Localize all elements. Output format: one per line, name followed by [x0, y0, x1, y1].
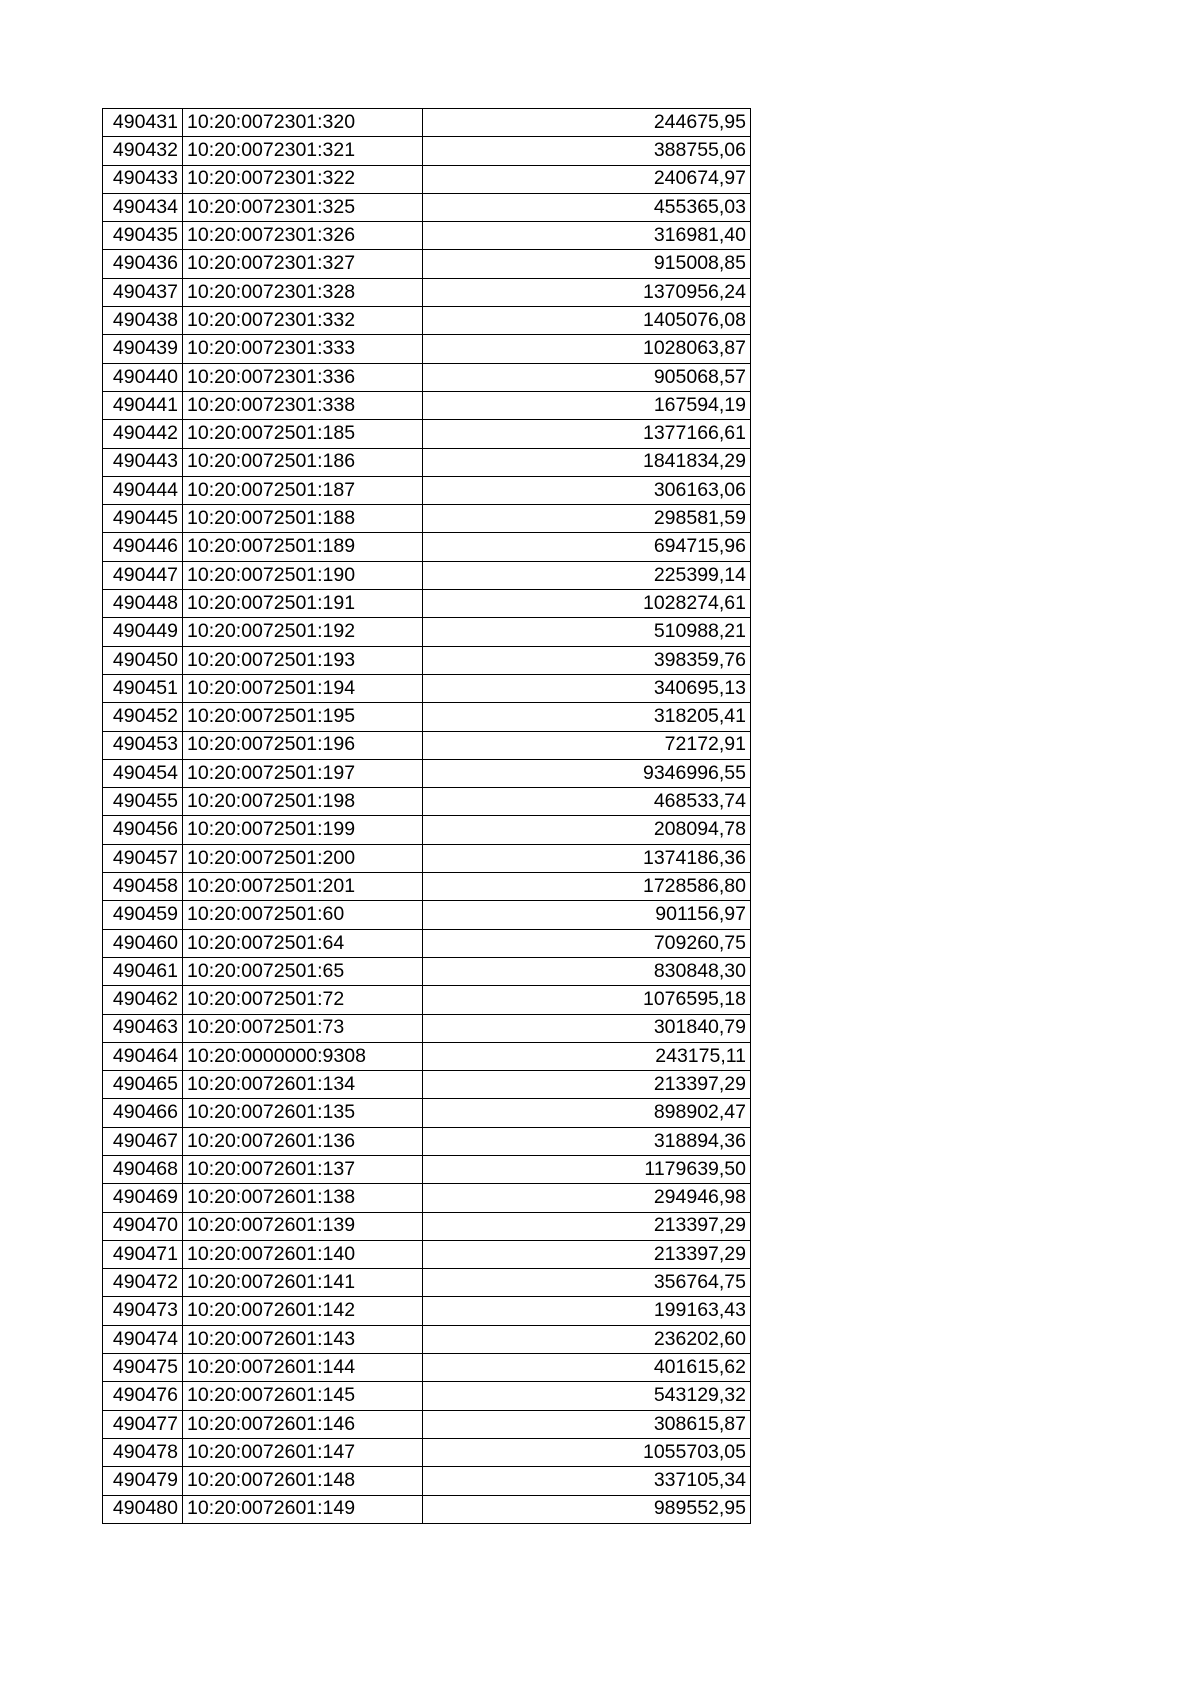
table-body — [103, 109, 751, 1524]
cadastral-number-cell: 10:20:0072301:327 — [183, 250, 423, 278]
value-cell: 543129,32 — [423, 1382, 751, 1410]
cadastral-number-cell: 10:20:0072601:136 — [183, 1127, 423, 1155]
row-number-cell: 490474 — [103, 1325, 183, 1353]
row-number-cell: 490457 — [103, 844, 183, 872]
cadastral-number-cell: 10:20:0072501:65 — [183, 957, 423, 985]
cadastral-number-cell: 10:20:0072301:320 — [183, 109, 423, 137]
cadastral-number-cell: 10:20:0072501:198 — [183, 788, 423, 816]
table-row — [103, 222, 751, 250]
value-cell: 401615,62 — [423, 1354, 751, 1382]
row-number-cell: 490449 — [103, 618, 183, 646]
value-cell: 989552,95 — [423, 1495, 751, 1523]
row-number-cell: 490462 — [103, 986, 183, 1014]
table-row — [103, 1212, 751, 1240]
cadastral-number-cell: 10:20:0072301:328 — [183, 278, 423, 306]
value-cell: 468533,74 — [423, 788, 751, 816]
cadastral-number-cell: 10:20:0072501:187 — [183, 476, 423, 504]
value-cell: 318894,36 — [423, 1127, 751, 1155]
value-cell: 301840,79 — [423, 1014, 751, 1042]
value-cell: 388755,06 — [423, 137, 751, 165]
row-number-cell: 490435 — [103, 222, 183, 250]
cadastral-number-cell: 10:20:0072501:193 — [183, 646, 423, 674]
value-cell: 199163,43 — [423, 1297, 751, 1325]
table-row — [103, 788, 751, 816]
value-cell: 1377166,61 — [423, 420, 751, 448]
row-number-cell: 490432 — [103, 137, 183, 165]
row-number-cell: 490473 — [103, 1297, 183, 1325]
value-cell: 167594,19 — [423, 391, 751, 419]
cadastral-number-cell: 10:20:0072301:322 — [183, 165, 423, 193]
cadastral-number-cell: 10:20:0072601:135 — [183, 1099, 423, 1127]
cadastral-number-cell: 10:20:0072601:139 — [183, 1212, 423, 1240]
cadastral-number-cell: 10:20:0072301:332 — [183, 307, 423, 335]
table-row — [103, 1042, 751, 1070]
row-number-cell: 490441 — [103, 391, 183, 419]
row-number-cell: 490472 — [103, 1269, 183, 1297]
value-cell: 337105,34 — [423, 1467, 751, 1495]
row-number-cell: 490445 — [103, 505, 183, 533]
cadastral-number-cell: 10:20:0072501:72 — [183, 986, 423, 1014]
row-number-cell: 490452 — [103, 703, 183, 731]
row-number-cell: 490440 — [103, 363, 183, 391]
value-cell: 1028063,87 — [423, 335, 751, 363]
table-row — [103, 1467, 751, 1495]
table-row — [103, 674, 751, 702]
table-row — [103, 1184, 751, 1212]
table-row — [103, 731, 751, 759]
table-row — [103, 759, 751, 787]
row-number-cell: 490447 — [103, 561, 183, 589]
table-row — [103, 1382, 751, 1410]
row-number-cell: 490456 — [103, 816, 183, 844]
table-row — [103, 1240, 751, 1268]
value-cell: 9346996,55 — [423, 759, 751, 787]
row-number-cell: 490446 — [103, 533, 183, 561]
value-cell: 830848,30 — [423, 957, 751, 985]
table-row — [103, 363, 751, 391]
cadastral-number-cell: 10:20:0072601:148 — [183, 1467, 423, 1495]
value-cell: 72172,91 — [423, 731, 751, 759]
value-cell: 225399,14 — [423, 561, 751, 589]
row-number-cell: 490465 — [103, 1071, 183, 1099]
table-row — [103, 278, 751, 306]
cadastral-number-cell: 10:20:0072501:194 — [183, 674, 423, 702]
table-row — [103, 844, 751, 872]
cadastral-number-cell: 10:20:0072601:143 — [183, 1325, 423, 1353]
value-cell: 316981,40 — [423, 222, 751, 250]
cadastral-number-cell: 10:20:0072301:321 — [183, 137, 423, 165]
cadastral-number-cell: 10:20:0072501:64 — [183, 929, 423, 957]
cadastral-number-cell: 10:20:0072301:338 — [183, 391, 423, 419]
row-number-cell: 490467 — [103, 1127, 183, 1155]
table-row — [103, 505, 751, 533]
table-row — [103, 165, 751, 193]
cadastral-number-cell: 10:20:0000000:9308 — [183, 1042, 423, 1070]
cadastral-number-cell: 10:20:0072501:188 — [183, 505, 423, 533]
table-row — [103, 1325, 751, 1353]
cadastral-number-cell: 10:20:0072501:190 — [183, 561, 423, 589]
table-row — [103, 590, 751, 618]
row-number-cell: 490458 — [103, 873, 183, 901]
table-row — [103, 335, 751, 363]
table-row — [103, 1297, 751, 1325]
table-row — [103, 986, 751, 1014]
table-row — [103, 1099, 751, 1127]
table-row — [103, 1014, 751, 1042]
row-number-cell: 490455 — [103, 788, 183, 816]
row-number-cell: 490431 — [103, 109, 183, 137]
table-row — [103, 646, 751, 674]
table-row — [103, 109, 751, 137]
row-number-cell: 490463 — [103, 1014, 183, 1042]
cadastral-number-cell: 10:20:0072601:138 — [183, 1184, 423, 1212]
cadastral-number-cell: 10:20:0072501:200 — [183, 844, 423, 872]
cadastral-number-cell: 10:20:0072301:333 — [183, 335, 423, 363]
table-row — [103, 307, 751, 335]
value-cell: 915008,85 — [423, 250, 751, 278]
table-row — [103, 420, 751, 448]
row-number-cell: 490439 — [103, 335, 183, 363]
row-number-cell: 490471 — [103, 1240, 183, 1268]
row-number-cell: 490469 — [103, 1184, 183, 1212]
value-cell: 905068,57 — [423, 363, 751, 391]
value-cell: 398359,76 — [423, 646, 751, 674]
table-row — [103, 1438, 751, 1466]
row-number-cell: 490470 — [103, 1212, 183, 1240]
value-cell: 236202,60 — [423, 1325, 751, 1353]
table-row — [103, 703, 751, 731]
row-number-cell: 490448 — [103, 590, 183, 618]
value-cell: 1728586,80 — [423, 873, 751, 901]
row-number-cell: 490460 — [103, 929, 183, 957]
cadastral-number-cell: 10:20:0072501:185 — [183, 420, 423, 448]
value-cell: 1179639,50 — [423, 1155, 751, 1183]
row-number-cell: 490433 — [103, 165, 183, 193]
row-number-cell: 490479 — [103, 1467, 183, 1495]
table-row — [103, 533, 751, 561]
table-row — [103, 1071, 751, 1099]
table-row — [103, 816, 751, 844]
row-number-cell: 490450 — [103, 646, 183, 674]
row-number-cell: 490461 — [103, 957, 183, 985]
value-cell: 213397,29 — [423, 1212, 751, 1240]
table-row — [103, 873, 751, 901]
table-row — [103, 929, 751, 957]
value-cell: 1370956,24 — [423, 278, 751, 306]
row-number-cell: 490443 — [103, 448, 183, 476]
row-number-cell: 490454 — [103, 759, 183, 787]
value-cell: 244675,95 — [423, 109, 751, 137]
table-row — [103, 1495, 751, 1523]
cadastral-number-cell: 10:20:0072601:137 — [183, 1155, 423, 1183]
value-cell: 694715,96 — [423, 533, 751, 561]
value-cell: 709260,75 — [423, 929, 751, 957]
table-row — [103, 957, 751, 985]
value-cell: 1374186,36 — [423, 844, 751, 872]
table-row — [103, 618, 751, 646]
row-number-cell: 490466 — [103, 1099, 183, 1127]
value-cell: 455365,03 — [423, 193, 751, 221]
table-row — [103, 561, 751, 589]
cadastral-number-cell: 10:20:0072501:192 — [183, 618, 423, 646]
cadastral-number-cell: 10:20:0072601:149 — [183, 1495, 423, 1523]
value-cell: 318205,41 — [423, 703, 751, 731]
value-cell: 898902,47 — [423, 1099, 751, 1127]
row-number-cell: 490468 — [103, 1155, 183, 1183]
table-row — [103, 250, 751, 278]
value-cell: 901156,97 — [423, 901, 751, 929]
table-row — [103, 476, 751, 504]
cadastral-value-table — [102, 108, 751, 1524]
row-number-cell: 490459 — [103, 901, 183, 929]
cadastral-number-cell: 10:20:0072501:201 — [183, 873, 423, 901]
row-number-cell: 490436 — [103, 250, 183, 278]
value-cell: 1028274,61 — [423, 590, 751, 618]
cadastral-number-cell: 10:20:0072601:145 — [183, 1382, 423, 1410]
cadastral-number-cell: 10:20:0072501:186 — [183, 448, 423, 476]
row-number-cell: 490444 — [103, 476, 183, 504]
row-number-cell: 490451 — [103, 674, 183, 702]
value-cell: 510988,21 — [423, 618, 751, 646]
table-row — [103, 1127, 751, 1155]
value-cell: 1055703,05 — [423, 1438, 751, 1466]
value-cell: 340695,13 — [423, 674, 751, 702]
cadastral-number-cell: 10:20:0072501:73 — [183, 1014, 423, 1042]
cadastral-number-cell: 10:20:0072301:325 — [183, 193, 423, 221]
value-cell: 213397,29 — [423, 1240, 751, 1268]
value-cell: 294946,98 — [423, 1184, 751, 1212]
row-number-cell: 490480 — [103, 1495, 183, 1523]
cadastral-number-cell: 10:20:0072501:197 — [183, 759, 423, 787]
value-cell: 243175,11 — [423, 1042, 751, 1070]
cadastral-number-cell: 10:20:0072301:336 — [183, 363, 423, 391]
table-row — [103, 1269, 751, 1297]
cadastral-number-cell: 10:20:0072501:196 — [183, 731, 423, 759]
cadastral-number-cell: 10:20:0072501:195 — [183, 703, 423, 731]
cadastral-number-cell: 10:20:0072601:147 — [183, 1438, 423, 1466]
table-row — [103, 448, 751, 476]
value-cell: 356764,75 — [423, 1269, 751, 1297]
value-cell: 208094,78 — [423, 816, 751, 844]
cadastral-number-cell: 10:20:0072601:144 — [183, 1354, 423, 1382]
value-cell: 1076595,18 — [423, 986, 751, 1014]
table-row — [103, 1155, 751, 1183]
cadastral-number-cell: 10:20:0072501:189 — [183, 533, 423, 561]
row-number-cell: 490464 — [103, 1042, 183, 1070]
cadastral-number-cell: 10:20:0072501:60 — [183, 901, 423, 929]
cadastral-number-cell: 10:20:0072301:326 — [183, 222, 423, 250]
value-cell: 240674,97 — [423, 165, 751, 193]
cadastral-number-cell: 10:20:0072601:141 — [183, 1269, 423, 1297]
table-row — [103, 1354, 751, 1382]
cadastral-number-cell: 10:20:0072501:191 — [183, 590, 423, 618]
table-row — [103, 1410, 751, 1438]
row-number-cell: 490442 — [103, 420, 183, 448]
row-number-cell: 490434 — [103, 193, 183, 221]
row-number-cell: 490476 — [103, 1382, 183, 1410]
row-number-cell: 490475 — [103, 1354, 183, 1382]
table-row — [103, 137, 751, 165]
value-cell: 306163,06 — [423, 476, 751, 504]
table-row — [103, 193, 751, 221]
row-number-cell: 490438 — [103, 307, 183, 335]
row-number-cell: 490477 — [103, 1410, 183, 1438]
cadastral-number-cell: 10:20:0072601:140 — [183, 1240, 423, 1268]
cadastral-number-cell: 10:20:0072601:142 — [183, 1297, 423, 1325]
row-number-cell: 490453 — [103, 731, 183, 759]
cadastral-number-cell: 10:20:0072501:199 — [183, 816, 423, 844]
cadastral-number-cell: 10:20:0072601:134 — [183, 1071, 423, 1099]
cadastral-number-cell: 10:20:0072601:146 — [183, 1410, 423, 1438]
row-number-cell: 490437 — [103, 278, 183, 306]
value-cell: 213397,29 — [423, 1071, 751, 1099]
table-row — [103, 391, 751, 419]
value-cell: 308615,87 — [423, 1410, 751, 1438]
row-number-cell: 490478 — [103, 1438, 183, 1466]
value-cell: 298581,59 — [423, 505, 751, 533]
table-row — [103, 901, 751, 929]
value-cell: 1841834,29 — [423, 448, 751, 476]
value-cell: 1405076,08 — [423, 307, 751, 335]
